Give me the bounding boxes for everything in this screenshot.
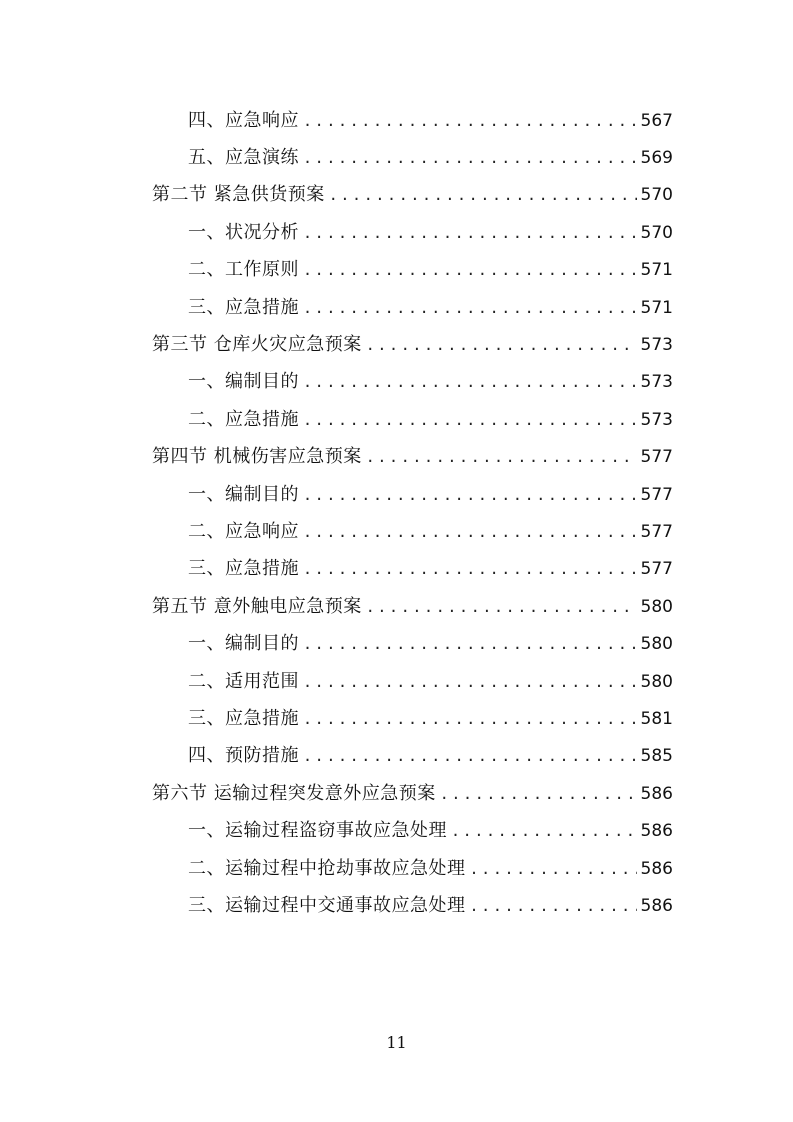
toc-dot-leader — [470, 897, 637, 915]
toc-entry-page: 567 — [640, 110, 673, 131]
toc-dot-leader — [303, 560, 637, 578]
toc-entry-title: 第三节 仓库火灾应急预案 — [152, 334, 362, 356]
toc-entry-title: 四、预防措施 — [188, 745, 299, 767]
toc-subsection-entry[interactable] — [0, 810, 793, 847]
toc-entry-title: 二、应急措施 — [188, 408, 299, 430]
toc-entry-page: 571 — [640, 297, 673, 318]
toc-entry-page: 573 — [640, 335, 673, 356]
toc-entry-page: 586 — [640, 858, 673, 879]
toc-dot-leader — [366, 448, 637, 466]
toc-entry-page: 580 — [640, 634, 673, 655]
toc-entry-title: 三、运输过程中交通事故应急处理 — [188, 894, 466, 916]
toc-subsection-entry[interactable] — [0, 623, 793, 660]
toc-subsection-entry[interactable] — [0, 399, 793, 436]
toc-dot-leader — [440, 785, 637, 803]
toc-entry-title: 一、编制目的 — [188, 483, 299, 505]
toc-entry-title: 一、运输过程盗窃事故应急处理 — [188, 820, 447, 842]
toc-subsection-entry[interactable] — [0, 474, 793, 511]
toc-subsection-entry[interactable] — [0, 848, 793, 885]
toc-entry-title: 第二节 紧急供货预案 — [152, 184, 325, 206]
toc-entry-title: 二、适用范围 — [188, 670, 299, 692]
toc-entry-page: 573 — [640, 372, 673, 393]
toc-entry-page: 569 — [640, 148, 673, 169]
toc-subsection-entry[interactable] — [0, 287, 793, 324]
toc-entry-page: 580 — [640, 596, 673, 617]
toc-dot-leader — [470, 860, 637, 878]
toc-entry-title: 第五节 意外触电应急预案 — [152, 595, 362, 617]
toc-entry-page: 573 — [640, 409, 673, 430]
toc-entry-page: 586 — [640, 783, 673, 804]
toc-entry-title: 一、状况分析 — [188, 221, 299, 243]
toc-dot-leader — [303, 149, 637, 167]
toc-entry-title: 三、应急措施 — [188, 707, 299, 729]
toc-dot-leader — [303, 486, 637, 504]
toc-dot-leader — [303, 411, 637, 429]
toc-subsection-entry[interactable] — [0, 698, 793, 735]
toc-entry-page: 577 — [640, 521, 673, 542]
page-number: 11 — [386, 1033, 407, 1052]
table-of-contents — [0, 100, 793, 923]
toc-dot-leader — [451, 822, 637, 840]
toc-entry-page: 570 — [640, 185, 673, 206]
toc-entry-title: 三、应急措施 — [188, 296, 299, 318]
toc-entry-page: 570 — [640, 222, 673, 243]
toc-entry-title: 三、应急措施 — [188, 558, 299, 580]
toc-section-entry[interactable] — [0, 773, 793, 810]
toc-entry-page: 571 — [640, 260, 673, 281]
toc-dot-leader — [366, 336, 637, 354]
toc-dot-leader — [366, 598, 637, 616]
toc-subsection-entry[interactable] — [0, 511, 793, 548]
toc-dot-leader — [303, 635, 637, 653]
toc-dot-leader — [303, 261, 637, 279]
toc-dot-leader — [303, 673, 637, 691]
toc-subsection-entry[interactable] — [0, 250, 793, 287]
toc-dot-leader — [303, 747, 637, 765]
toc-subsection-entry[interactable] — [0, 362, 793, 399]
toc-subsection-entry[interactable] — [0, 885, 793, 922]
toc-subsection-entry[interactable] — [0, 549, 793, 586]
toc-section-entry[interactable] — [0, 324, 793, 361]
toc-subsection-entry[interactable] — [0, 661, 793, 698]
toc-entry-page: 585 — [640, 746, 673, 767]
toc-entry-title: 五、应急演练 — [188, 147, 299, 169]
toc-entry-title: 一、编制目的 — [188, 633, 299, 655]
toc-dot-leader — [303, 373, 637, 391]
toc-dot-leader — [303, 523, 637, 541]
toc-entry-title: 二、应急响应 — [188, 520, 299, 542]
toc-dot-leader — [303, 710, 637, 728]
toc-entry-title: 第四节 机械伤害应急预案 — [152, 446, 362, 468]
toc-subsection-entry[interactable] — [0, 736, 793, 773]
toc-entry-page: 577 — [640, 484, 673, 505]
toc-section-entry[interactable] — [0, 437, 793, 474]
toc-subsection-entry[interactable] — [0, 100, 793, 137]
toc-section-entry[interactable] — [0, 586, 793, 623]
toc-entry-page: 580 — [640, 671, 673, 692]
toc-section-entry[interactable] — [0, 175, 793, 212]
toc-dot-leader — [303, 299, 637, 317]
toc-dot-leader — [329, 186, 637, 204]
toc-entry-title: 二、运输过程中抢劫事故应急处理 — [188, 857, 466, 879]
toc-subsection-entry[interactable] — [0, 137, 793, 174]
toc-entry-page: 581 — [640, 708, 673, 729]
toc-entry-page: 577 — [640, 447, 673, 468]
toc-subsection-entry[interactable] — [0, 212, 793, 249]
toc-entry-page: 586 — [640, 895, 673, 916]
toc-dot-leader — [303, 112, 637, 130]
toc-entry-page: 586 — [640, 821, 673, 842]
toc-entry-title: 二、工作原则 — [188, 259, 299, 281]
toc-entry-title: 一、编制目的 — [188, 371, 299, 393]
toc-entry-page: 577 — [640, 559, 673, 580]
toc-dot-leader — [303, 224, 637, 242]
toc-entry-title: 四、应急响应 — [188, 109, 299, 131]
toc-entry-title: 第六节 运输过程突发意外应急预案 — [152, 782, 436, 804]
